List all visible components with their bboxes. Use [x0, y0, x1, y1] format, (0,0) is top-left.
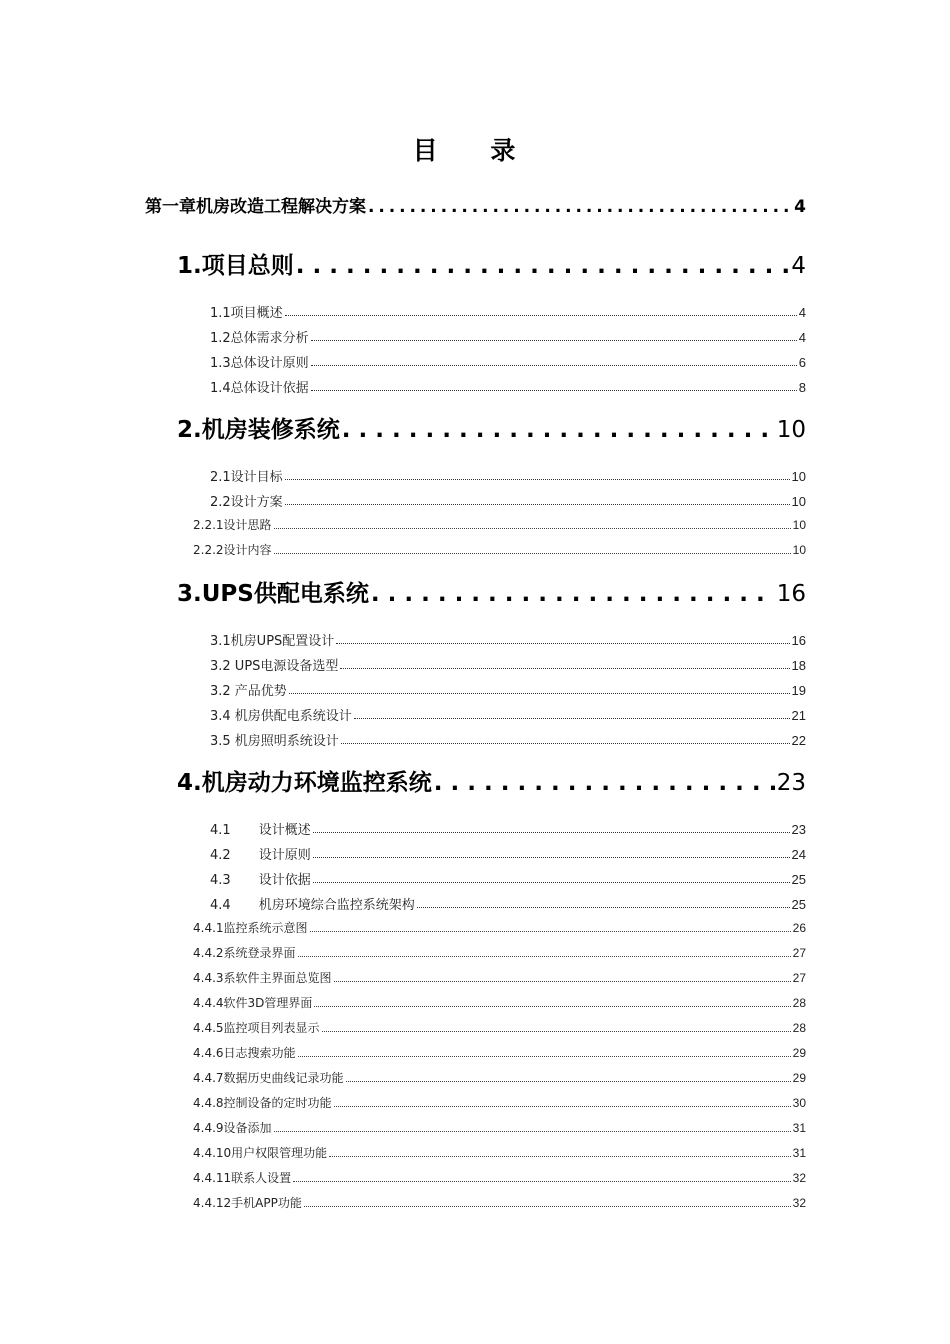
toc-entry[interactable]	[210, 630, 806, 649]
toc-leader-dots	[311, 389, 797, 391]
toc-leader-dots	[329, 1155, 790, 1157]
toc-leader-dots	[417, 906, 790, 908]
toc-page-number: 18	[791, 658, 806, 673]
toc-page-number: 31	[792, 1146, 806, 1160]
toc-entry-text: 设计概述	[258, 823, 311, 838]
toc-entry-title: 第一章机房改造工程解决方案	[145, 197, 366, 217]
toc-entry[interactable]	[210, 352, 806, 371]
toc-page-number: 32	[792, 1196, 806, 1210]
toc-page-number: 30	[792, 1096, 806, 1110]
toc-leader-dots	[274, 1130, 791, 1132]
toc-entry[interactable]	[193, 1019, 806, 1036]
toc-page-number: 10	[792, 518, 806, 532]
toc-leader-dots	[311, 339, 797, 341]
toc-entry-title: 4.4.10用户权限管理功能	[193, 1146, 328, 1160]
toc-entry[interactable]	[210, 819, 806, 838]
toc-entry-title: 4.4.3系软件主界面总览图	[193, 971, 332, 985]
toc-page-number: 16	[791, 633, 806, 648]
toc-leader-dots	[313, 881, 790, 883]
toc-leader-dots	[334, 980, 791, 982]
toc-leader-dots	[434, 770, 775, 796]
toc-leader-dots	[313, 831, 790, 833]
toc-entry-title: 4.4.6日志搜索功能	[193, 1046, 296, 1060]
toc-leader-dots	[346, 1080, 791, 1082]
toc-leader-dots	[298, 1055, 791, 1057]
toc-page-number: 16	[776, 581, 806, 607]
toc-entry[interactable]	[193, 541, 806, 558]
toc-leader-dots	[313, 856, 790, 858]
toc-entry-title: 4.4.12手机APP功能	[193, 1196, 302, 1210]
toc-leader-dots	[334, 1105, 791, 1107]
toc-page-number: 10	[791, 469, 806, 484]
toc-entry[interactable]	[177, 764, 806, 797]
toc-entry[interactable]	[210, 302, 806, 321]
toc-entry[interactable]	[210, 466, 806, 485]
toc-entry[interactable]	[193, 1094, 806, 1111]
toc-entry[interactable]	[210, 655, 806, 674]
toc-entry-title: 2.2.1设计思路	[193, 518, 272, 532]
toc-leader-dots	[285, 314, 797, 316]
toc-entry[interactable]	[210, 730, 806, 749]
toc-entry-text: 机房环境综合监控系统架构	[258, 898, 415, 913]
toc-entry[interactable]	[177, 247, 806, 280]
toc-leader-dots	[274, 527, 791, 529]
toc-leader-dots	[285, 503, 790, 505]
toc-leader-dots	[314, 1005, 790, 1007]
toc-entry[interactable]	[193, 919, 806, 936]
toc-entry-title: 2.1设计目标	[210, 470, 283, 485]
toc-leader-dots	[285, 478, 790, 480]
toc-entry-title: 4.机房动力环境监控系统	[177, 770, 432, 796]
toc-entry[interactable]	[177, 411, 806, 444]
toc-page-number: 4	[794, 197, 806, 217]
toc-entry[interactable]	[193, 1194, 806, 1211]
toc-page-number: 21	[791, 708, 806, 723]
toc-entry[interactable]	[193, 1169, 806, 1186]
toc-entry-title: 1.1项目概述	[210, 306, 283, 321]
toc-entry-title: 3.5 机房照明系统设计	[210, 734, 339, 749]
toc-entry[interactable]	[193, 1119, 806, 1136]
toc-entry-title: 2.2.2设计内容	[193, 543, 272, 557]
toc-leader-dots	[342, 417, 775, 443]
toc-entry[interactable]	[193, 516, 806, 533]
toc-entry[interactable]	[210, 327, 806, 346]
toc-entry-title: 3.4 机房供配电系统设计	[210, 709, 352, 724]
toc-page-number: 32	[792, 1171, 806, 1185]
toc-entry[interactable]	[210, 894, 806, 913]
toc-entry-title: 3.UPS供配电系统	[177, 581, 369, 607]
toc-entry-title: 4.4.1监控系统示意图	[193, 921, 308, 935]
toc-page-number: 28	[792, 1021, 806, 1035]
toc-entry-title: 3.1机房UPS配置设计	[210, 634, 335, 649]
toc-title: 目 录	[412, 136, 538, 165]
toc-entry[interactable]	[210, 705, 806, 724]
toc-entry-title: 4.4.9设备添加	[193, 1121, 272, 1135]
toc-entry-title: 3.2 UPS电源设备选型	[210, 659, 339, 674]
toc-leader-dots	[311, 364, 797, 366]
toc-leader-dots	[340, 667, 789, 669]
toc-page-number: 27	[792, 946, 806, 960]
toc-entry[interactable]	[177, 575, 806, 608]
toc-page-number: 26	[792, 921, 806, 935]
toc-entry-number: 4.2	[210, 848, 231, 863]
toc-leader-dots	[298, 955, 791, 957]
toc-page-number: 10	[776, 417, 806, 443]
toc-entry-number: 4.1	[210, 823, 231, 838]
toc-page-number: 22	[791, 733, 806, 748]
toc-entry-title: 3.2 产品优势	[210, 684, 287, 699]
toc-page-number: 4	[798, 330, 806, 345]
toc-entry-title	[210, 869, 311, 888]
toc-entry[interactable]	[210, 680, 806, 699]
toc-entry-title: 2.2设计方案	[210, 495, 283, 510]
toc-entry[interactable]	[210, 377, 806, 396]
toc-entry[interactable]	[193, 994, 806, 1011]
toc-leader-dots	[341, 742, 790, 744]
toc-entry-title: 4.4.11联系人设置	[193, 1171, 292, 1185]
toc-leader-dots	[289, 692, 790, 694]
toc-entry-title: 1.4总体设计依据	[210, 381, 309, 396]
toc-entry-title: 1.项目总则	[177, 253, 294, 279]
toc-entry-title: 4.4.8控制设备的定时功能	[193, 1096, 332, 1110]
toc-entry[interactable]	[210, 491, 806, 510]
toc-entry-number: 4.3	[210, 873, 231, 888]
toc-entry-title: 4.4.5监控项目列表显示	[193, 1021, 320, 1035]
toc-entry-text: 设计依据	[258, 873, 311, 888]
toc-page-number: 4	[791, 253, 806, 279]
toc-page-number: 29	[792, 1046, 806, 1060]
toc-entry[interactable]	[193, 1044, 806, 1061]
toc-page-number: 10	[791, 494, 806, 509]
toc-page-number: 24	[791, 847, 806, 862]
toc-entry-title	[210, 894, 415, 913]
toc-entry-title: 2.机房装修系统	[177, 417, 340, 443]
toc-page-number: 6	[798, 355, 806, 370]
toc-entry[interactable]	[193, 944, 806, 961]
toc-page-number: 19	[791, 683, 806, 698]
toc-leader-dots	[274, 552, 791, 554]
toc-entry[interactable]	[210, 844, 806, 863]
toc-entry-title: 4.4.2系统登录界面	[193, 946, 296, 960]
toc-leader-dots	[368, 197, 792, 217]
toc-page-number: 27	[792, 971, 806, 985]
toc-leader-dots	[310, 930, 791, 932]
toc-entry[interactable]	[210, 869, 806, 888]
toc-page-number: 25	[791, 872, 806, 887]
toc-entry[interactable]	[193, 1069, 806, 1086]
toc-page-number: 25	[791, 897, 806, 912]
toc-entry-title	[210, 819, 311, 838]
toc-entry[interactable]	[193, 969, 806, 986]
toc-entry-title: 4.4.4软件3D管理界面	[193, 996, 313, 1010]
toc-page-number: 23	[776, 770, 806, 796]
toc-leader-dots	[354, 717, 790, 719]
toc-leader-dots	[322, 1030, 791, 1032]
toc-page-number: 31	[792, 1121, 806, 1135]
toc-entry[interactable]	[145, 192, 806, 217]
toc-entry[interactable]	[193, 1144, 806, 1161]
toc-entry-title: 1.3总体设计原则	[210, 356, 309, 371]
toc-entry-text: 设计原则	[258, 848, 311, 863]
toc-entry-number: 4.4	[210, 898, 231, 913]
toc-page-number: 28	[792, 996, 806, 1010]
toc-leader-dots	[304, 1205, 791, 1207]
toc-page-number: 29	[792, 1071, 806, 1085]
toc-leader-dots	[296, 253, 790, 279]
toc-entry-title: 4.4.7数据历史曲线记录功能	[193, 1071, 344, 1085]
toc-page-number: 10	[792, 543, 806, 557]
toc-entry-title: 1.2总体需求分析	[210, 331, 309, 346]
toc-leader-dots	[293, 1180, 790, 1182]
toc-leader-dots	[371, 581, 775, 607]
toc-page-number: 8	[798, 380, 806, 395]
toc-leader-dots	[336, 642, 789, 644]
toc-page-number: 23	[791, 822, 806, 837]
toc-page-number: 4	[798, 305, 806, 320]
toc-entry-title	[210, 844, 311, 863]
